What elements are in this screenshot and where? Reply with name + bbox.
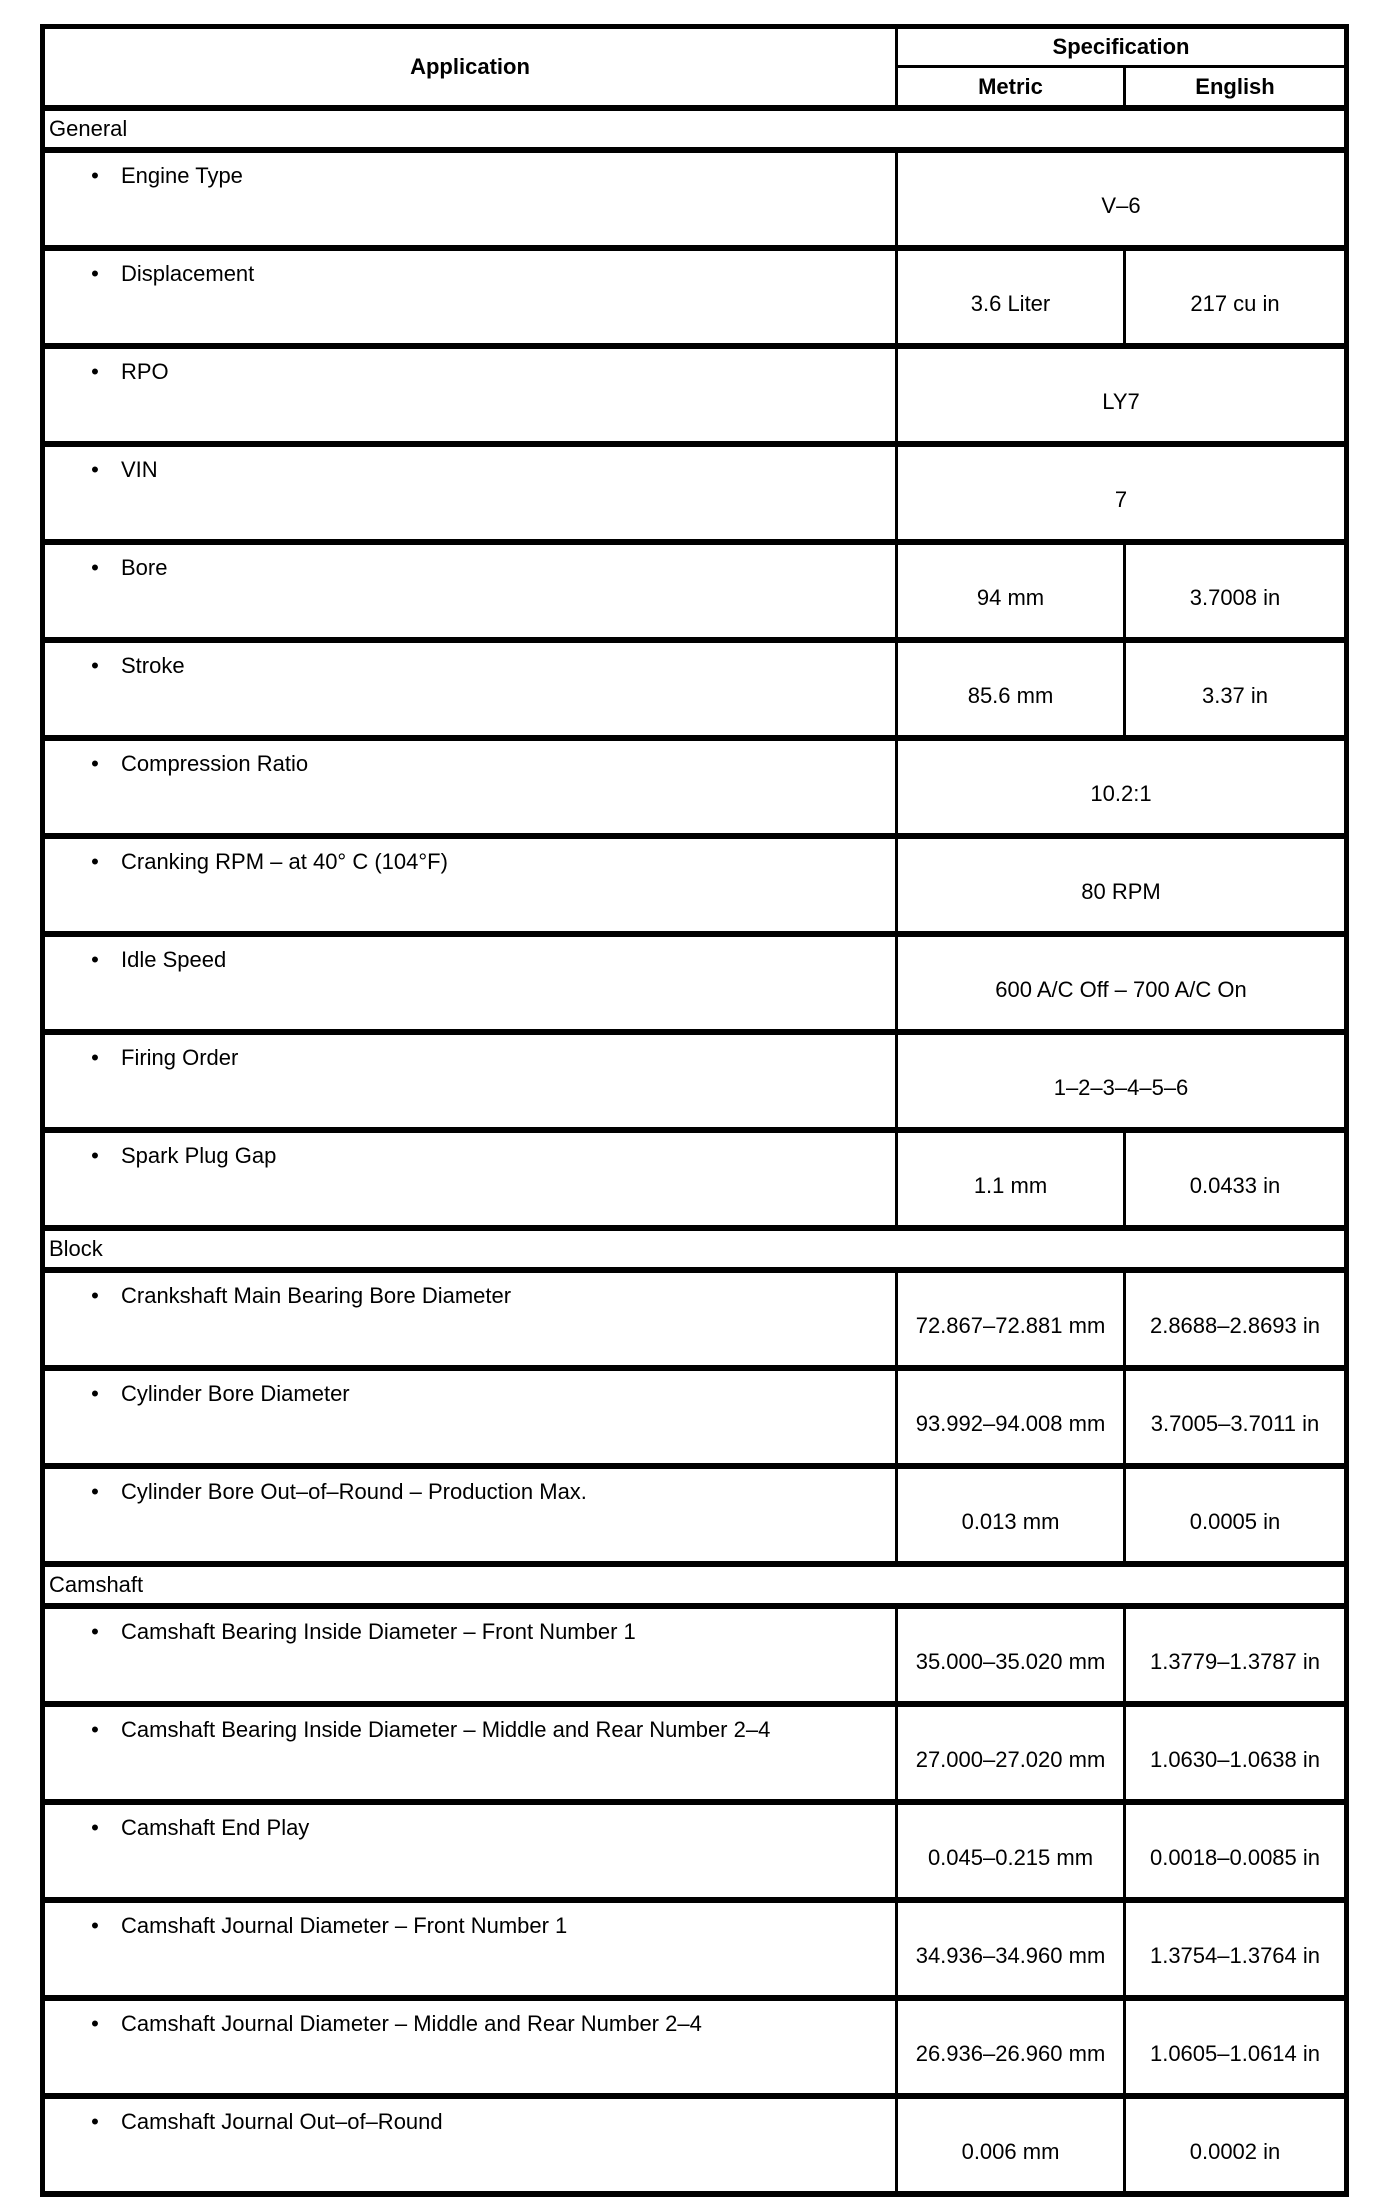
english-value: 0.0002 in	[1125, 2096, 1347, 2194]
application-cell	[43, 1032, 897, 1130]
bullet-icon: •	[91, 1143, 99, 1168]
header-metric: Metric	[897, 67, 1125, 109]
table-row	[43, 1998, 1347, 2096]
bullet-icon: •	[91, 849, 99, 874]
bullet-icon: •	[91, 1913, 99, 1938]
english-value: 0.0018–0.0085 in	[1125, 1802, 1347, 1900]
application-label: Displacement	[121, 261, 255, 286]
bullet-icon: •	[91, 1619, 99, 1644]
metric-value: 93.992–94.008 mm	[897, 1368, 1125, 1466]
application-cell	[43, 934, 897, 1032]
application-label: Camshaft Journal Out–of–Round	[121, 2109, 443, 2134]
table-row	[43, 346, 1347, 444]
english-value: 2.8688–2.8693 in	[1125, 1270, 1347, 1368]
metric-value: 34.936–34.960 mm	[897, 1900, 1125, 1998]
bullet-icon: •	[91, 1283, 99, 1308]
application-cell	[43, 346, 897, 444]
header-english: English	[1125, 67, 1347, 109]
spec-value: 600 A/C Off – 700 A/C On	[897, 934, 1347, 1032]
table-row	[43, 1704, 1347, 1802]
table-row	[43, 1900, 1347, 1998]
table-row	[43, 150, 1347, 248]
engine-spec-table	[40, 24, 1349, 2197]
application-label: Camshaft Bearing Inside Diameter – Front Number 1	[121, 1619, 636, 1644]
application-cell	[43, 738, 897, 836]
table-row	[43, 738, 1347, 836]
application-cell	[43, 1466, 897, 1564]
application-cell	[43, 2096, 897, 2194]
bullet-icon: •	[91, 2011, 99, 2036]
table-row	[43, 1606, 1347, 1704]
application-cell	[43, 542, 897, 640]
english-value: 1.0605–1.0614 in	[1125, 1998, 1347, 2096]
table-row	[43, 542, 1347, 640]
application-label: Cylinder Bore Out–of–Round – Production Max.	[121, 1479, 587, 1504]
application-cell	[43, 1368, 897, 1466]
section-row	[43, 1228, 1347, 1270]
bullet-icon: •	[91, 457, 99, 482]
section-row	[43, 108, 1347, 150]
bullet-icon: •	[91, 555, 99, 580]
table-row	[43, 1130, 1347, 1228]
metric-value: 26.936–26.960 mm	[897, 1998, 1125, 2096]
application-cell	[43, 1606, 897, 1704]
table-row	[43, 1368, 1347, 1466]
bullet-icon: •	[91, 261, 99, 286]
application-cell	[43, 1802, 897, 1900]
metric-value: 27.000–27.020 mm	[897, 1704, 1125, 1802]
english-value: 3.7008 in	[1125, 542, 1347, 640]
application-label: Stroke	[121, 653, 185, 678]
table-row	[43, 1802, 1347, 1900]
application-cell	[43, 1998, 897, 2096]
metric-value: 72.867–72.881 mm	[897, 1270, 1125, 1368]
application-cell	[43, 1130, 897, 1228]
table-row	[43, 934, 1347, 1032]
application-cell	[43, 836, 897, 934]
metric-value: 94 mm	[897, 542, 1125, 640]
bullet-icon: •	[91, 2109, 99, 2134]
english-value: 1.3779–1.3787 in	[1125, 1606, 1347, 1704]
table-body	[43, 108, 1347, 2194]
table-row	[43, 1032, 1347, 1130]
metric-value: 0.045–0.215 mm	[897, 1802, 1125, 1900]
application-label: Compression Ratio	[121, 751, 309, 776]
header-application: Application	[43, 27, 897, 109]
section-title: Camshaft	[43, 1564, 1347, 1606]
english-value: 0.0433 in	[1125, 1130, 1347, 1228]
application-label: Camshaft Journal Diameter – Front Number 1	[121, 1913, 568, 1938]
english-value: 3.7005–3.7011 in	[1125, 1368, 1347, 1466]
application-label: Camshaft End Play	[121, 1815, 310, 1840]
spec-value: 7	[897, 444, 1347, 542]
application-cell	[43, 1270, 897, 1368]
application-cell	[43, 1704, 897, 1802]
table-row	[43, 1270, 1347, 1368]
metric-value: 0.006 mm	[897, 2096, 1125, 2194]
bullet-icon: •	[91, 163, 99, 188]
bullet-icon: •	[91, 359, 99, 384]
section-title: Block	[43, 1228, 1347, 1270]
application-label: RPO	[121, 359, 169, 384]
metric-value: 0.013 mm	[897, 1466, 1125, 1564]
application-label: VIN	[121, 457, 158, 482]
bullet-icon: •	[91, 1479, 99, 1504]
application-label: Engine Type	[121, 163, 243, 188]
application-cell	[43, 640, 897, 738]
application-label: Camshaft Journal Diameter – Middle and Rear Number 2–4	[121, 2011, 702, 2036]
table-row	[43, 248, 1347, 346]
table-row	[43, 2096, 1347, 2194]
bullet-icon: •	[91, 1815, 99, 1840]
application-cell	[43, 150, 897, 248]
application-cell	[43, 444, 897, 542]
english-value: 217 cu in	[1125, 248, 1347, 346]
application-cell	[43, 1900, 897, 1998]
section-row	[43, 1564, 1347, 1606]
bullet-icon: •	[91, 1381, 99, 1406]
metric-value: 1.1 mm	[897, 1130, 1125, 1228]
bullet-icon: •	[91, 947, 99, 972]
bullet-icon: •	[91, 1045, 99, 1070]
application-label: Cylinder Bore Diameter	[121, 1381, 350, 1406]
metric-value: 85.6 mm	[897, 640, 1125, 738]
table-row	[43, 1466, 1347, 1564]
application-label: Crankshaft Main Bearing Bore Diameter	[121, 1283, 512, 1308]
bullet-icon: •	[91, 1717, 99, 1742]
application-label: Cranking RPM – at 40° C (104°F)	[121, 849, 448, 874]
application-cell	[43, 248, 897, 346]
table-row	[43, 836, 1347, 934]
english-value: 3.37 in	[1125, 640, 1347, 738]
english-value: 1.0630–1.0638 in	[1125, 1704, 1347, 1802]
bullet-icon: •	[91, 751, 99, 776]
english-value: 1.3754–1.3764 in	[1125, 1900, 1347, 1998]
table-row	[43, 640, 1347, 738]
spec-value: LY7	[897, 346, 1347, 444]
bullet-icon: •	[91, 653, 99, 678]
spec-value: 10.2:1	[897, 738, 1347, 836]
section-title: General	[43, 108, 1347, 150]
application-label: Idle Speed	[121, 947, 227, 972]
english-value: 0.0005 in	[1125, 1466, 1347, 1564]
spec-value: 80 RPM	[897, 836, 1347, 934]
table-row	[43, 444, 1347, 542]
application-label: Firing Order	[121, 1045, 239, 1070]
metric-value: 3.6 Liter	[897, 248, 1125, 346]
metric-value: 35.000–35.020 mm	[897, 1606, 1125, 1704]
header-specification: Specification	[897, 27, 1347, 67]
spec-value: 1–2–3–4–5–6	[897, 1032, 1347, 1130]
application-label: Bore	[121, 555, 168, 580]
spec-value: V–6	[897, 150, 1347, 248]
application-label: Camshaft Bearing Inside Diameter – Middle and Rear Number 2–4	[121, 1717, 771, 1742]
application-label: Spark Plug Gap	[121, 1143, 277, 1168]
